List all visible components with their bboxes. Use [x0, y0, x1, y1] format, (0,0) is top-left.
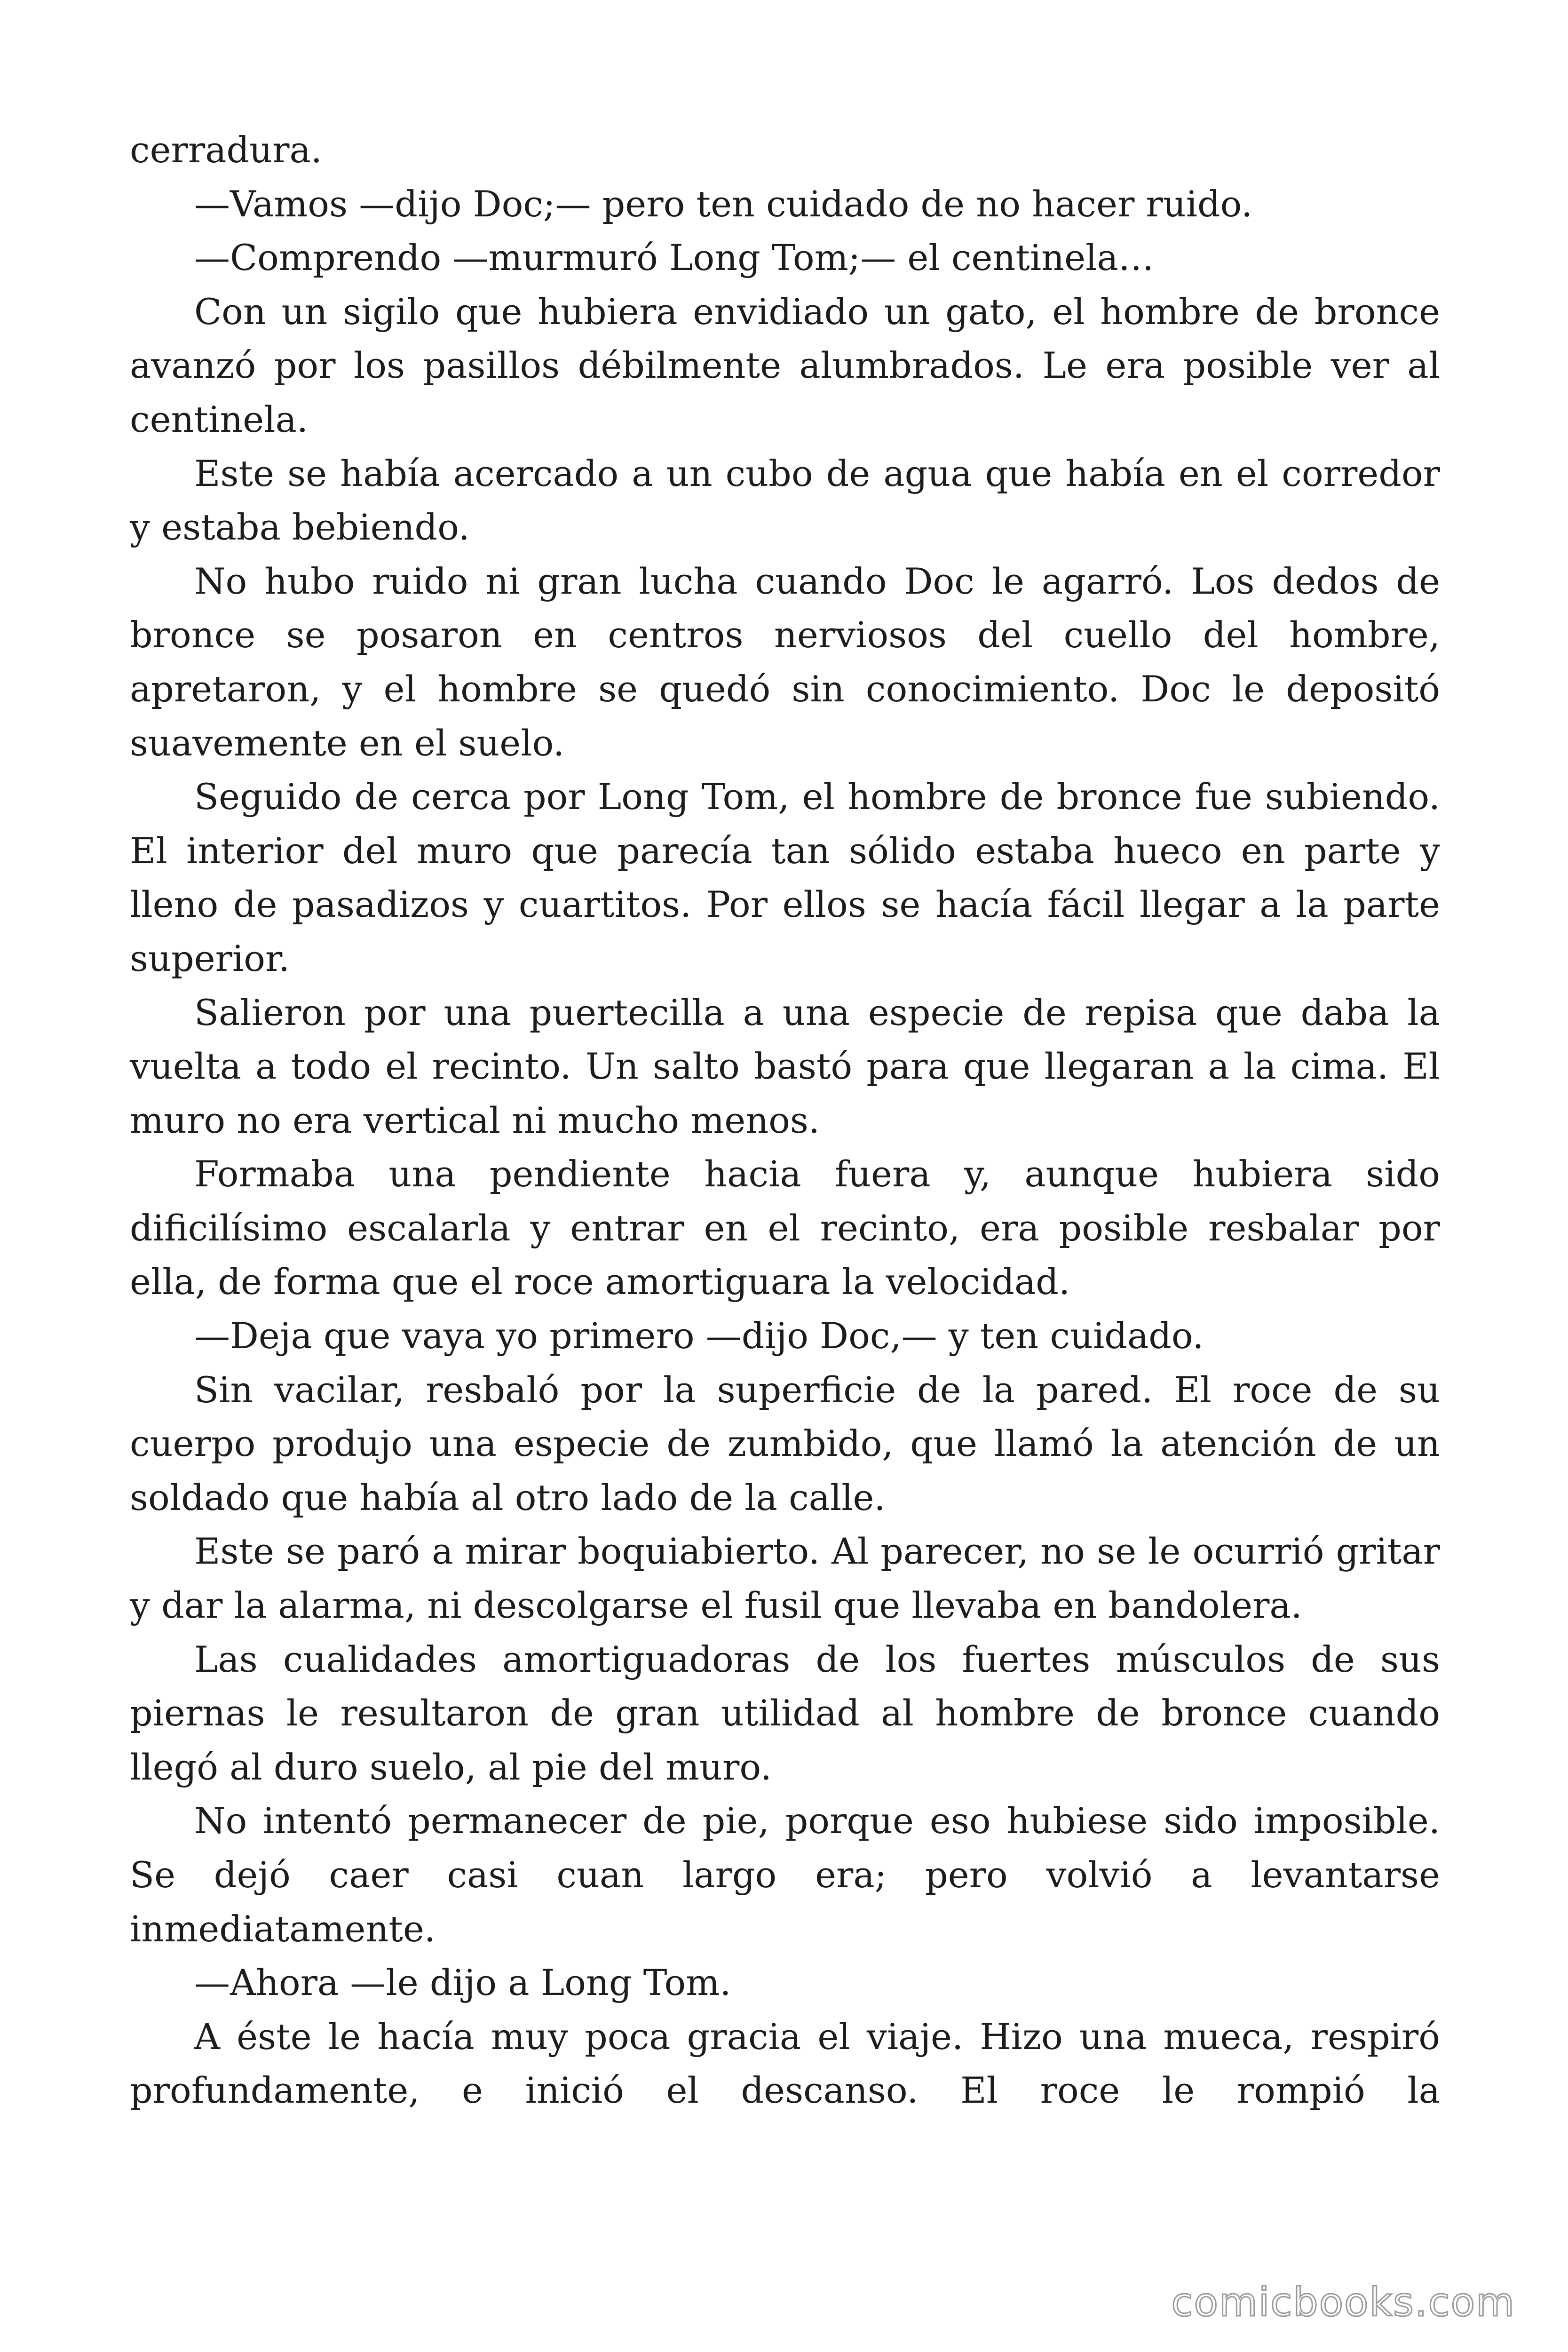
- paragraph: —Deja que vaya yo primero —dijo Doc,— y ten cuidado.: [194, 1315, 1204, 1357]
- paragraph: Salieron por una puertecilla a una especie de repisa que daba la vuelta a todo el recinto. Un salto bastó para que llegaran a la cima. El muro no era vertical ni mucho menos.: [130, 991, 1440, 1141]
- watermark: comicbooks.com: [1171, 2279, 1515, 2325]
- paragraph: No hubo ruido ni gran lucha cuando Doc le agarró. Los dedos de bronce se posaron en centros nerviosos del cuello del hombre, apretaron, y el hombre se quedó sin conocimiento. Doc le depositó suavemente en el suelo.: [130, 560, 1440, 764]
- paragraph: —Ahora —le dijo a Long Tom.: [194, 1962, 731, 2004]
- paragraph: Este se paró a mirar boquiabierto. Al parecer, no se le ocurrió gritar y dar la alarma, ni descolgarse el fusil que llevaba en bandolera.: [130, 1530, 1440, 1627]
- paragraph: Con un sigilo que hubiera envidiado un gato, el hombre de bronce avanzó por los pasillos débilmente alumbrados. Le era posible ver al centinela.: [130, 290, 1440, 440]
- paragraph: cerradura.: [130, 129, 322, 171]
- paragraph: Las cualidades amortiguadoras de los fuertes músculos de sus piernas le resultaron de gran utilidad al hombre de bronce cuando llegó al duro suelo, al pie del muro.: [130, 1638, 1440, 1788]
- paragraph: —Comprendo —murmuró Long Tom;— el centinela…: [194, 237, 1154, 279]
- paragraph: Seguido de cerca por Long Tom, el hombre de bronce fue subiendo. El interior del muro que parecía tan sólido estaba hueco en parte y lleno de pasadizos y cuartitos. Por ellos se hacía fácil llegar a la parte superior.: [130, 776, 1440, 979]
- paragraph: Este se había acercado a un cubo de agua que había en el corredor y estaba bebiendo.: [130, 452, 1440, 548]
- paragraph: No intentó permanecer de pie, porque eso hubiese sido imposible. Se dejó caer casi cuan largo era; pero volvió a levantarse inmediatamente.: [130, 1800, 1440, 1950]
- paragraph: Sin vacilar, resbaló por la superficie de la pared. El roce de su cuerpo produjo una especie de zumbido, que llamó la atención de un soldado que había al otro lado de la calle.: [130, 1368, 1440, 1518]
- paragraph: Formaba una pendiente hacia fuera y, aunque hubiera sido dificilísimo escalarla y entrar en el recinto, era posible resbalar por ella, de forma que el roce amortiguara la velocidad.: [130, 1153, 1440, 1303]
- body-text: [130, 123, 1440, 2118]
- paragraph: —Vamos —dijo Doc;— pero ten cuidado de no hacer ruido.: [194, 183, 1253, 225]
- paragraph: A éste le hacía muy poca gracia el viaje. Hizo una mueca, respiró profundamente, e inició el descanso. El roce le rompió la: [130, 2015, 1440, 2112]
